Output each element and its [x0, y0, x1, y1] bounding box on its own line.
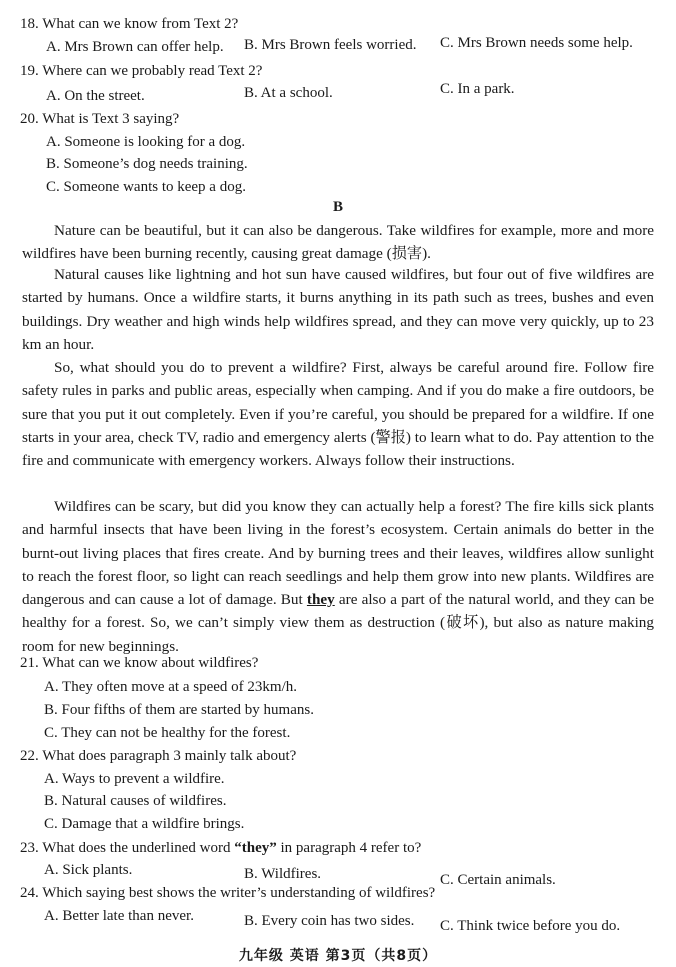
question-24-option-c: C. Think twice before you do.: [440, 918, 621, 934]
question-18-stem: 18. What can we know from Text 2?: [20, 16, 239, 32]
question-22-option-c: C. Damage that a wildfire brings.: [44, 816, 245, 832]
passage-paragraph-1: [22, 219, 654, 266]
question-24-option-a: A. Better late than never.: [44, 908, 194, 924]
question-19-option-c: C. In a park.: [440, 81, 515, 97]
question-23-stem-start: 23. What does the underlined word: [20, 840, 235, 856]
question-21-option-b: B. Four fifths of them are started by humans.: [44, 702, 314, 718]
question-23-stem: [20, 840, 421, 857]
section-heading: B: [332, 199, 343, 215]
question-22-option-a: A. Ways to prevent a wildfire.: [44, 771, 225, 787]
question-19-option-a: A. On the street.: [46, 88, 145, 104]
question-20-option-a: A. Someone is looking for a dog.: [46, 134, 246, 150]
passage-paragraph-2: [22, 263, 654, 356]
question-18-option-b: B. Mrs Brown feels worried.: [244, 37, 417, 53]
question-19-option-b: B. At a school.: [244, 85, 333, 101]
question-22-stem: 22. What does paragraph 3 mainly talk about?: [20, 748, 297, 764]
question-23-stem-end: in paragraph 4 refer to?: [276, 840, 422, 856]
paragraph-2-text: Natural causes like lightning and hot sun have caused wildfires, but four out of five wildfires are started by humans. Once a wildfire starts, it burns anything in its path such as trees, bushes and even buildings. Dry weather and high winds help wildfires spread, and they can move very quickly, up to 23 km an hour.: [22, 266, 654, 353]
underlined-word-they: they: [306, 591, 335, 609]
question-20-option-b: B. Someone’s dog needs training.: [46, 156, 248, 172]
question-23-option-c: C. Certain animals.: [440, 872, 556, 888]
passage-paragraph-4: [22, 495, 654, 658]
question-24-option-b: B. Every coin has two sides.: [244, 913, 415, 929]
question-22-option-b: B. Natural causes of wildfires.: [44, 793, 227, 809]
paragraph-4-text-before: Wildfires can be scary, but did you know they can actually help a forest? The fire kills sick plants and harmful insects that have been living in the forest’s ecosystem. Certain animals do better in the burnt-out living places that fires create. And by burning trees and their leaves, wildfires allow sunlight to reach the forest floor, so light can reach seedlings and help them grow into new plants. Wildfires are dangerous and can cause a lot of damage. But: [22, 498, 654, 609]
paragraph-4-text-after: are also a part of the natural world, and they can be healthy for a forest. So, we can’t simply view them as destruction (破坏), but also as nature making room for new beginnings.: [22, 591, 655, 655]
question-18-option-a: A. Mrs Brown can offer help.: [46, 39, 224, 55]
question-23-option-a: A. Sick plants.: [44, 862, 133, 878]
passage-paragraph-3: [22, 356, 654, 472]
question-19-stem: 19. Where can we probably read Text 2?: [20, 63, 263, 79]
question-24-stem: 24. Which saying best shows the writer’s understanding of wildfires?: [20, 885, 436, 901]
question-20-option-c: C. Someone wants to keep a dog.: [46, 179, 246, 195]
question-21-stem: 21. What can we know about wildfires?: [20, 655, 259, 671]
question-21-option-c: C. They can not be healthy for the forest.: [44, 725, 291, 741]
question-18-option-c: C. Mrs Brown needs some help.: [440, 35, 633, 51]
paragraph-3-text: So, what should you do to prevent a wildfire? First, always be careful around fire. Follow fire safety rules in parks and public areas, especially when camping. And if you do make a fire outdoors, be sure that you put it out completely. Even if you’re careful, you should be prepared for a wildfire. If one starts in your area, check TV, radio and emergency alerts (警报) to learn what to do. Pay attention to the fire and communicate with emergency workers. Always follow their instructions.: [22, 359, 654, 470]
question-23-quoted-word: “they”: [234, 840, 277, 856]
paragraph-1-text: Nature can be beautiful, but it can also be dangerous. Take wildfires for example, more and more wildfires have been burning recently, causing great damage (损害).: [22, 222, 654, 263]
question-21-option-a: A. They often move at a speed of 23km/h.: [44, 679, 297, 695]
question-20-stem: 20. What is Text 3 saying?: [20, 111, 180, 127]
page-footer: 九年级 英语 第3页（共8页）: [238, 948, 438, 964]
question-23-option-b: B. Wildfires.: [244, 866, 322, 882]
